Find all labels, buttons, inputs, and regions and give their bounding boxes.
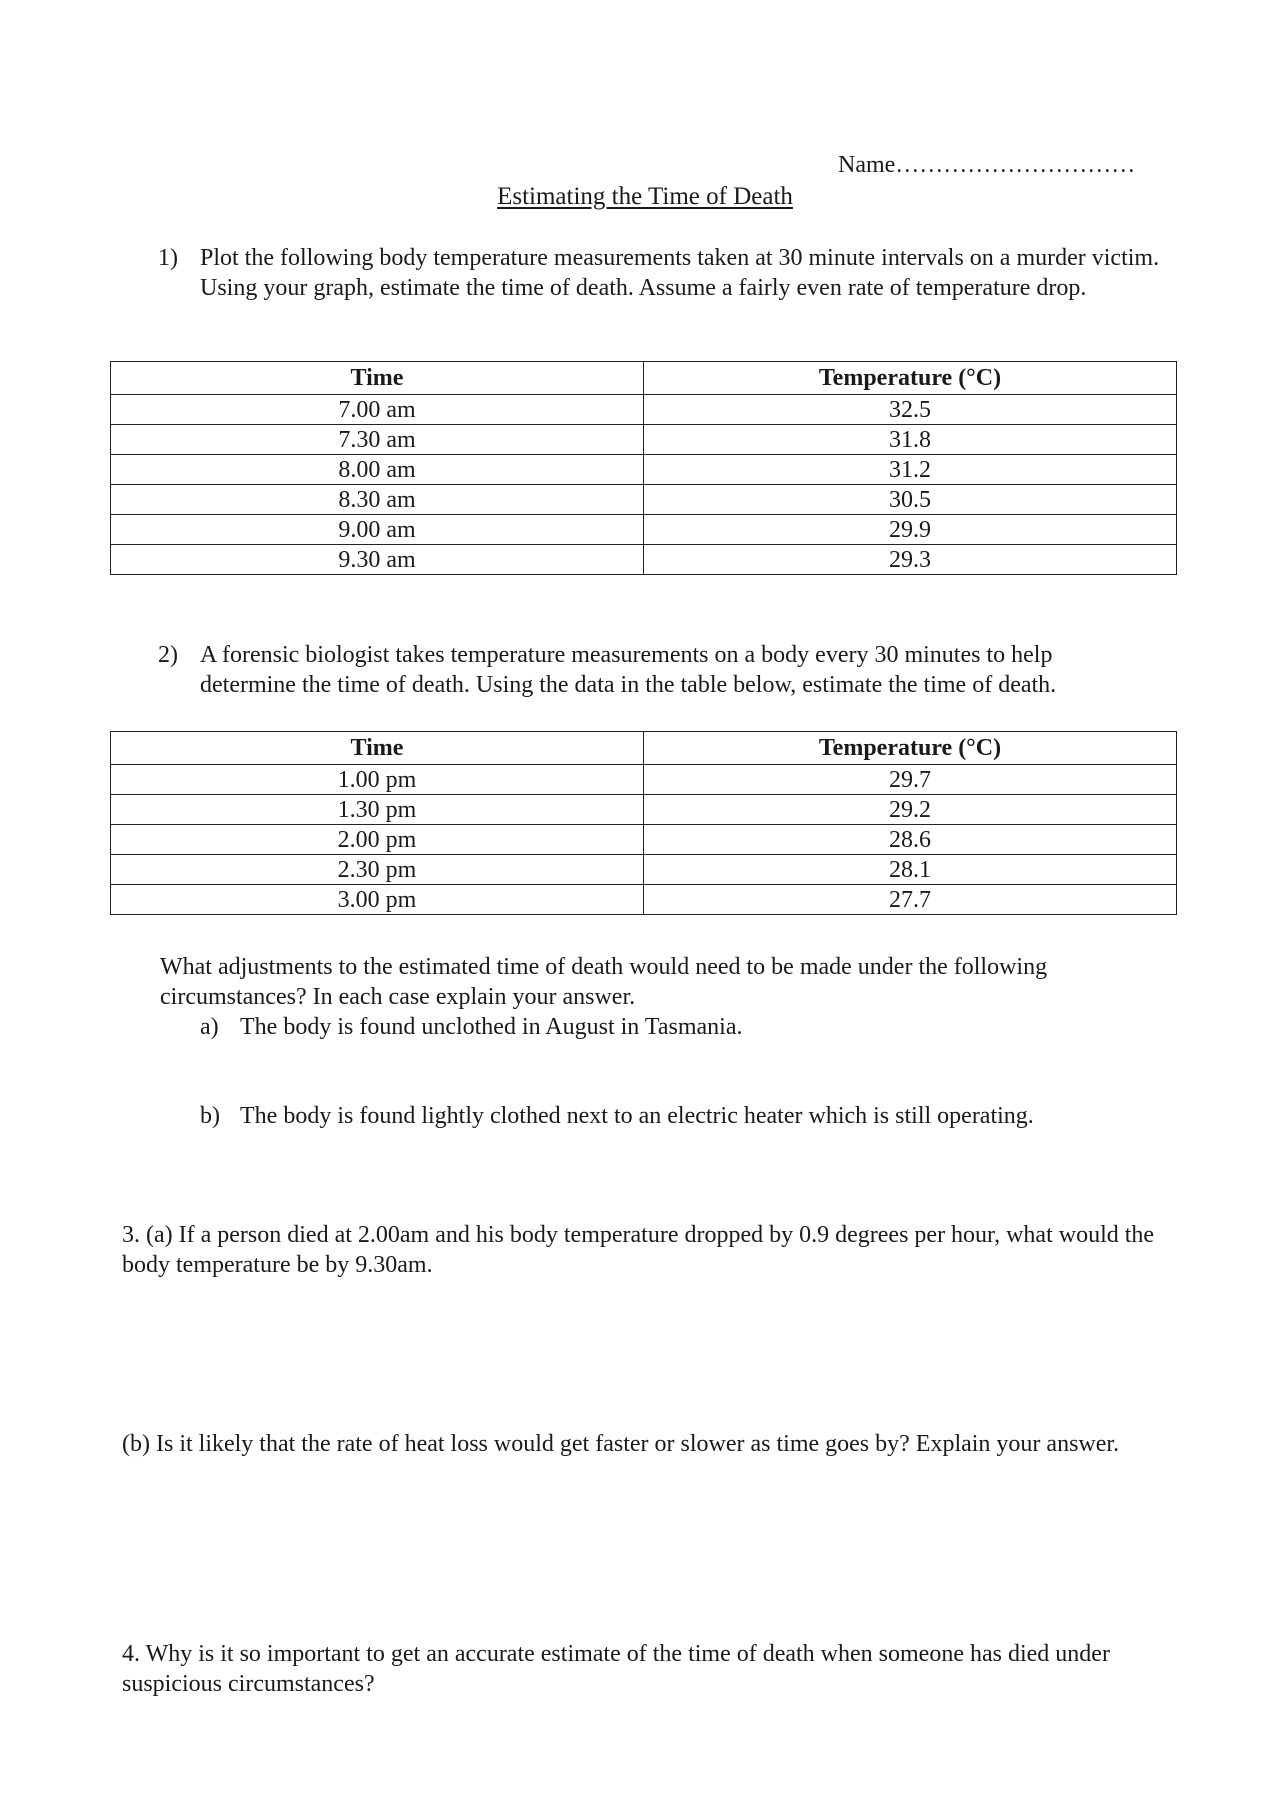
q2-number: 2) [158,642,178,668]
table-row [111,455,1177,485]
table-row [111,545,1177,575]
table-row [111,855,1177,885]
table-row [111,825,1177,855]
q2-text: A forensic biologist takes temperature measurements on a body every 30 minutes to help determine the time of death. Using the data in the table below, estimate the time of death. [200,642,1057,698]
table-cell-time: 1.30 pm [111,795,644,825]
table-header-row [111,362,1177,395]
q1-number: 1) [158,245,178,271]
q2-b-letter: b) [200,1103,220,1129]
q2-a-letter: a) [200,1014,219,1040]
table-row [111,485,1177,515]
table-cell-temp: 31.8 [644,425,1177,455]
table-cell-time: 9.30 am [111,545,644,575]
table-cell-temp: 27.7 [644,885,1177,915]
table-row [111,765,1177,795]
q1-text: Plot the following body temperature measurements taken at 30 minute intervals on a murder victim. Using your graph, estimate the time of death. Assume a fairly even rate of temperature drop. [200,245,1160,301]
name-field-label: Name………………………… [838,152,1136,178]
q2-b-text: The body is found lightly clothed next to an electric heater which is still operating. [240,1103,1034,1129]
table-row [111,795,1177,825]
table-cell-temp: 29.7 [644,765,1177,795]
q3b-text: (b) Is it likely that the rate of heat loss would get faster or slower as time goes by? Explain your answer. [122,1431,1120,1457]
q2-followup: What adjustments to the estimated time of death would need to be made under the following circumstances? In each case explain your answer. [160,954,1048,1010]
table-cell-time: 8.30 am [111,485,644,515]
table-cell-time: 8.00 am [111,455,644,485]
table-header-temperature: Temperature (°C) [644,732,1177,765]
table-header-temperature: Temperature (°C) [644,362,1177,395]
q2-a-text: The body is found unclothed in August in Tasmania. [240,1014,743,1040]
table-cell-time: 7.30 am [111,425,644,455]
table-cell-temp: 29.3 [644,545,1177,575]
table-cell-temp: 29.9 [644,515,1177,545]
table-cell-temp: 28.6 [644,825,1177,855]
table-cell-temp: 32.5 [644,395,1177,425]
table-cell-time: 7.00 am [111,395,644,425]
table-row [111,885,1177,915]
table-cell-temp: 31.2 [644,455,1177,485]
table-header-row [111,732,1177,765]
table-row [111,515,1177,545]
table-header-time: Time [111,362,644,395]
table-cell-time: 2.00 pm [111,825,644,855]
table-cell-time: 1.00 pm [111,765,644,795]
table-row [111,395,1177,425]
table-cell-time: 2.30 pm [111,855,644,885]
table-cell-time: 3.00 pm [111,885,644,915]
table-header-time: Time [111,732,644,765]
q4-text: 4. Why is it so important to get an accurate estimate of the time of death when someone has died under suspicious circumstances? [122,1641,1110,1697]
table-cell-temp: 28.1 [644,855,1177,885]
table-cell-temp: 29.2 [644,795,1177,825]
table-cell-time: 9.00 am [111,515,644,545]
table-row [111,425,1177,455]
q3a-text: 3. (a) If a person died at 2.00am and his body temperature dropped by 0.9 degrees per hour, what would the body temperature be by 9.30am. [122,1222,1155,1278]
q2-table [110,731,1177,915]
table-cell-temp: 30.5 [644,485,1177,515]
q1-table [110,361,1177,575]
page-title: Estimating the Time of Death [497,183,793,210]
